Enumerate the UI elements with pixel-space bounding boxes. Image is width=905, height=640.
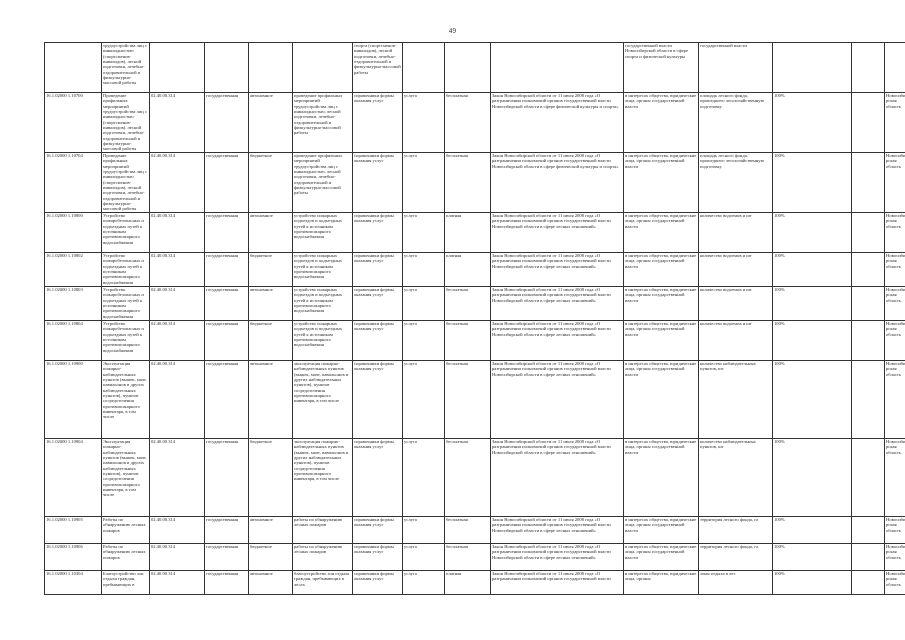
table-cell: Устройство пожаробезопасных и подъездных путей к источникам противопожарного водоснабжения (102, 287, 150, 321)
table-cell: Благоустройство зон отдыха граждан, пребывающих в (102, 571, 150, 595)
table-cell: 16.1.02000 1.10304 (45, 571, 102, 595)
table-row (45, 93, 905, 153)
table-cell: эксплуатация пожарно-наблюдательных пунктов (вышек, мачт, павильонов и других наблюдательных пунктов), пунктов сосредоточения противопожарного инвентаря, в том числе (293, 439, 353, 517)
table-cell: 16.1.02000 1.10700 (45, 93, 102, 153)
table-cell (852, 544, 885, 571)
table-cell (852, 253, 885, 287)
table-row (45, 153, 905, 213)
table-cell: 16.1.02000 1.10904 (45, 439, 102, 517)
table-cell (852, 213, 885, 253)
table-cell: Новосибирская область (885, 253, 905, 287)
table-cell: 100% (773, 439, 852, 517)
table-cell: бюджетное (249, 439, 293, 517)
table-cell: услуга (403, 361, 445, 439)
table-cell (852, 321, 885, 361)
table-cell: Новосибирская область (885, 361, 905, 439)
table-cell: спорта (спортсменов-инвалидов), лесной подготовки, лечебно-оздоровительной и физкультурно-массовой работы (353, 43, 403, 93)
table-cell: Закон Новосибирской области от 11 июля 2008 года «О разграничении полномочий органов государственной власти (491, 571, 624, 595)
table-cell: в интересах общества, юридические лица, органы государственной власти (624, 153, 699, 213)
table-cell: количество водоемов и шт (699, 287, 773, 321)
table-row (45, 213, 905, 253)
table-cell: 100% (773, 544, 852, 571)
table-row (45, 253, 905, 287)
table-cell: услуга (403, 213, 445, 253)
table-cell: государственная (205, 93, 249, 153)
table-cell: бесплатная (445, 439, 491, 517)
table-cell: услуга (403, 153, 445, 213)
table-cell (491, 43, 624, 93)
table-cell (249, 43, 293, 93)
services-register-table (44, 42, 905, 595)
table-cell: 100% (773, 93, 852, 153)
table-cell (205, 43, 249, 93)
table-cell: Новосибирская область (885, 93, 905, 153)
table-cell (445, 43, 491, 93)
table-cell: государственная (205, 287, 249, 321)
table-cell: справочники формы оказания услуг (353, 287, 403, 321)
table-cell: государственная (205, 361, 249, 439)
table-cell: количество наблюдательных пунктов, шт (699, 361, 773, 439)
table-cell: 100% (773, 287, 852, 321)
table-cell: бюджетное (249, 544, 293, 571)
table-cell: эксплуатация пожарно-наблюдательных пунктов (вышек, мачт, павильонов и других наблюдательных пунктов), пунктов сосредоточения противопожарного инвентаря, в том числе (293, 361, 353, 439)
table-cell (852, 43, 885, 93)
table-cell (293, 43, 353, 93)
table-cell: автономное (249, 361, 293, 439)
table-cell (852, 93, 885, 153)
table-cell: автономное (249, 93, 293, 153)
table-cell (150, 43, 205, 93)
table-cell: государственная (205, 544, 249, 571)
table-cell: 16.1.02000 1.10802 (45, 253, 102, 287)
table-cell (773, 43, 852, 93)
table-cell: Новосибирская область (885, 213, 905, 253)
table-cell: 02.40.00.314 (150, 361, 205, 439)
table-cell: автономное (249, 571, 293, 595)
table-cell: Эксплуатация пожарно-наблюдательных пунктов (вышек, мачт, павильонов и других наблюдательных пунктов), пунктов сосредоточения противопожарного инвентаря, в том числе (102, 439, 150, 517)
table-cell: Новосибирская область (885, 439, 905, 517)
table-cell (852, 287, 885, 321)
table-cell: услуга (403, 571, 445, 595)
table-cell: услуга (403, 321, 445, 361)
table-cell: Новосибирская область (885, 287, 905, 321)
table-cell: Закон Новосибирской области от 11 июля 2008 года «О разграничении полномочий органов государственной власти Новосибирской области в сфере лесных отношений» (491, 213, 624, 253)
table-cell: бюджетное (249, 153, 293, 213)
table-cell: в интересах общества, юридические лица, органы государственной власти (624, 253, 699, 287)
table-cell: устройство пожарных подъездов и подъездных путей к источникам противопожарного водоснабжения (293, 287, 353, 321)
table-cell: количество водоемов и шт (699, 213, 773, 253)
table-cell: справочники формы оказания услуг (353, 544, 403, 571)
table-row (45, 439, 905, 517)
table-row (45, 517, 905, 544)
table-cell: площадь лесного фонда, прошедшего лесохозяйственную подготовку (699, 153, 773, 213)
table-cell (852, 361, 885, 439)
table-cell: в интересах общества, юридические лица, органы (624, 571, 699, 595)
table-cell: зоны отдыха в лес (699, 571, 773, 595)
table-cell: услуга (403, 544, 445, 571)
table-cell: территория лесного фонда, га (699, 517, 773, 544)
table-cell: платная (445, 571, 491, 595)
table-cell: благоустройство зон отдыха граждан, пребывающих в лесах (293, 571, 353, 595)
table-cell: бесплатная (445, 93, 491, 153)
table-cell: Закон Новосибирской области от 11 июля 2008 года «О разграничении полномочий органов государственной власти Новосибирской области в сфере лесных отношений» (491, 517, 624, 544)
table-cell: бесплатная (445, 361, 491, 439)
table-cell: Закон Новосибирской области от 11 июля 2008 года «О разграничении полномочий органов государственной власти Новосибирской области в сфере лесных отношений» (491, 361, 624, 439)
table-cell: 02.40.00.314 (150, 153, 205, 213)
table-cell: автономное (249, 517, 293, 544)
table-cell (45, 43, 102, 93)
table-cell: услуга (403, 439, 445, 517)
table-cell: Закон Новосибирской области от 11 июля 2008 года «О разграничении полномочий органов государственной власти Новосибирской области в сфере лесных отношений» (491, 439, 624, 517)
table-cell: Новосибирская область (885, 153, 905, 213)
table-cell: бесплатная (445, 153, 491, 213)
table-cell: бесплатная (445, 544, 491, 571)
table-row (45, 571, 905, 595)
table-cell: Закон Новосибирской области от 11 июля 2008 года «О разграничении полномочий органов государственной власти Новосибирской области в сфере лесных отношений» (491, 544, 624, 571)
table-cell (852, 517, 885, 544)
table-cell: 02.40.00.314 (150, 517, 205, 544)
table-cell: 02.40.00.314 (150, 287, 205, 321)
table-cell: справочники формы оказания услуг (353, 213, 403, 253)
table-cell: в интересах общества, юридические лица, органы государственной власти (624, 544, 699, 571)
table-cell: справочники формы оказания услуг (353, 439, 403, 517)
table-cell: 02.40.00.314 (150, 439, 205, 517)
table-cell: площадь лесного фонда, прошедшего лесохозяйственную подготовку (699, 93, 773, 153)
table-cell: устройство пожарных подъездов и подъездных путей к источникам противопожарного водоснабжения (293, 213, 353, 253)
table-cell: количество водоемов и шт (699, 321, 773, 361)
table-cell: в интересах общества, юридические лица, органы государственной власти (624, 93, 699, 153)
table-cell (885, 43, 905, 93)
table-cell: Закон Новосибирской области от 11 июля 2008 года «О разграничении полномочий органов государственной власти Новосибирской области в сфере лесных отношений» (491, 321, 624, 361)
table-cell: Проведение профильных мероприятий трудоустройства лиц с инвалидностью (спортсменов-инвалидов), лесной подготовки, лечебно-оздоровительной и физкультурно-массовой работы (102, 93, 150, 153)
table-cell: 16.1.02000 1.10804 (45, 321, 102, 361)
table-cell: платная (445, 213, 491, 253)
table-row (45, 321, 905, 361)
table-cell: Новосибирская область (885, 571, 905, 595)
page-number: 49 (448, 27, 457, 35)
table-cell: в интересах общества, юридические лица, органы государственной власти (624, 321, 699, 361)
table-cell: Новосибирская область (885, 544, 905, 571)
table-cell: Устройство пожаробезопасных и подъездных путей к источникам противопожарного водоснабжения (102, 321, 150, 361)
table-cell: территория лесного фонда, га (699, 544, 773, 571)
table-cell: 100% (773, 517, 852, 544)
table-cell: 02.40.00.314 (150, 544, 205, 571)
table-cell: в интересах общества, юридические лица, органы государственной власти (624, 287, 699, 321)
table-cell: услуга (403, 253, 445, 287)
table-cell: государственной власти (699, 43, 773, 93)
table-cell: Новосибирская область (885, 321, 905, 361)
table-cell: 02.40.00.314 (150, 213, 205, 253)
table-cell: государственная (205, 253, 249, 287)
table-cell: автономное (249, 213, 293, 253)
table-cell: Закон Новосибирской области от 11 июля 2008 года «О разграничении полномочий органов государственной власти Новосибирской области в сфере физической культуры и спорта» (491, 93, 624, 153)
table-cell: 100% (773, 571, 852, 595)
table-cell: в интересах общества, юридические лица, органы государственной власти (624, 213, 699, 253)
table-cell: проведение профильных мероприятий трудоустройства лиц с инвалидностью, лесной подготовки, лечебно-оздоровительной и физкультурно-массовой работы (293, 93, 353, 153)
table-cell: Работы по обнаружению лесных пожаров (102, 517, 150, 544)
table-cell (852, 439, 885, 517)
table-cell: 100% (773, 213, 852, 253)
table-cell: в интересах общества, юридические лица, органы государственной власти (624, 361, 699, 439)
table-cell: 16.1.02000 1.10800 (45, 213, 102, 253)
table-cell: услуга (403, 517, 445, 544)
table-cell (852, 153, 885, 213)
table-cell (403, 43, 445, 93)
table-cell: платная (445, 253, 491, 287)
table-cell: 100% (773, 361, 852, 439)
table-cell (852, 571, 885, 595)
table-cell: государственная (205, 571, 249, 595)
table-cell: 02.40.00.314 (150, 321, 205, 361)
table-cell: услуга (403, 287, 445, 321)
table-cell: справочники формы оказания услуг (353, 361, 403, 439)
table-row (45, 43, 905, 93)
table-cell: Закон Новосибирской области от 11 июля 2008 года «О разграничении полномочий органов государственной власти Новосибирской области в сфере лесных отношений» (491, 287, 624, 321)
table-cell: Эксплуатация пожарно-наблюдательных пунктов (вышек, мачт, павильонов и других наблюдательных пунктов), пунктов сосредоточения противопожарного инвентаря, в том числе (102, 361, 150, 439)
table-cell: бесплатная (445, 287, 491, 321)
table-cell: Работы по обнаружению лесных пожаров (102, 544, 150, 571)
table-row (45, 287, 905, 321)
table-cell: Устройство пожаробезопасных и подъездных путей к источникам противопожарного водоснабжения (102, 253, 150, 287)
table-cell: трудоустройства лиц с инвалидностью (спортсменов-инвалидов), лесной подготовки, лечебно-оздоровительной и физкультурно-массовой работы (102, 43, 150, 93)
table-cell: проведение профильных мероприятий трудоустройства лиц с инвалидностью, лесной подготовки, лечебно-оздоровительной и физкультурно-массовой работы (293, 153, 353, 213)
table-cell: 16.1.02000 1.10704 (45, 153, 102, 213)
table-cell: Устройство пожаробезопасных и подъездных путей к источникам противопожарного водоснабжения (102, 213, 150, 253)
table-cell: бюджетное (249, 321, 293, 361)
table-cell: справочники формы оказания услуг (353, 321, 403, 361)
table-cell: услуга (403, 93, 445, 153)
table-cell: 16.1.02000 1.10900 (45, 361, 102, 439)
table-cell: Проведение профильных мероприятий трудоустройства лиц с инвалидностью (спортсменов-инвалидов), лесной подготовки, лечебно-оздоровительной и физкультурно-массовой работы (102, 153, 150, 213)
table-cell: работы по обнаружению лесных пожаров (293, 517, 353, 544)
table-cell: 16.1.02000 1.10905 (45, 517, 102, 544)
table-cell: устройство пожарных подъездов и подъездных путей к источникам противопожарного водоснабжения (293, 321, 353, 361)
table-cell: государственная (205, 517, 249, 544)
table-cell: Новосибирская область (885, 517, 905, 544)
table-cell: бесплатная (445, 321, 491, 361)
table-cell: автономное (249, 287, 293, 321)
table-row (45, 544, 905, 571)
table-cell: государственная (205, 321, 249, 361)
table-cell: государственная (205, 439, 249, 517)
table-cell: в интересах общества, юридические лица, органы государственной власти (624, 439, 699, 517)
table-cell: 02.40.00.314 (150, 253, 205, 287)
table-cell: справочники формы оказания услуг (353, 153, 403, 213)
table-cell: бюджетное (249, 253, 293, 287)
table-cell: государственной власти Новосибирской области в сфере спорта и физической культуры (624, 43, 699, 93)
table-cell: 100% (773, 321, 852, 361)
table-body (45, 43, 905, 595)
table-cell: устройство пожарных подъездов и подъездных путей к источникам противопожарного водоснабжения (293, 253, 353, 287)
table-cell: 16.1.02000 1.10906 (45, 544, 102, 571)
table-cell: количество водоемов и шт (699, 253, 773, 287)
table-cell: справочники формы оказания услуг (353, 517, 403, 544)
table-cell: 02.40.00.314 (150, 93, 205, 153)
table-cell: Закон Новосибирской области от 11 июля 2008 года «О разграничении полномочий органов государственной власти Новосибирской области в сфере физической культуры и спорта» (491, 153, 624, 213)
table-cell: 100% (773, 253, 852, 287)
table-cell: в интересах общества, юридические лица, органы государственной власти (624, 517, 699, 544)
table-cell: 16.1.02000 1.10803 (45, 287, 102, 321)
table-cell: количество наблюдательных пунктов, шт (699, 439, 773, 517)
table-cell: 02.40.00.314 (150, 571, 205, 595)
table-row (45, 361, 905, 439)
table-cell: 100% (773, 153, 852, 213)
table-cell: справочники формы оказания услуг (353, 253, 403, 287)
table-cell: справочники формы оказания услуг (353, 93, 403, 153)
table-cell: справочники формы оказания услуг (353, 571, 403, 595)
table-cell: бесплатная (445, 517, 491, 544)
table-cell: государственная (205, 213, 249, 253)
table-cell: государственная (205, 153, 249, 213)
table-cell: работы по обнаружению лесных пожаров (293, 544, 353, 571)
table-cell: Закон Новосибирской области от 11 июля 2008 года «О разграничении полномочий органов государственной власти Новосибирской области в сфере лесных отношений» (491, 253, 624, 287)
